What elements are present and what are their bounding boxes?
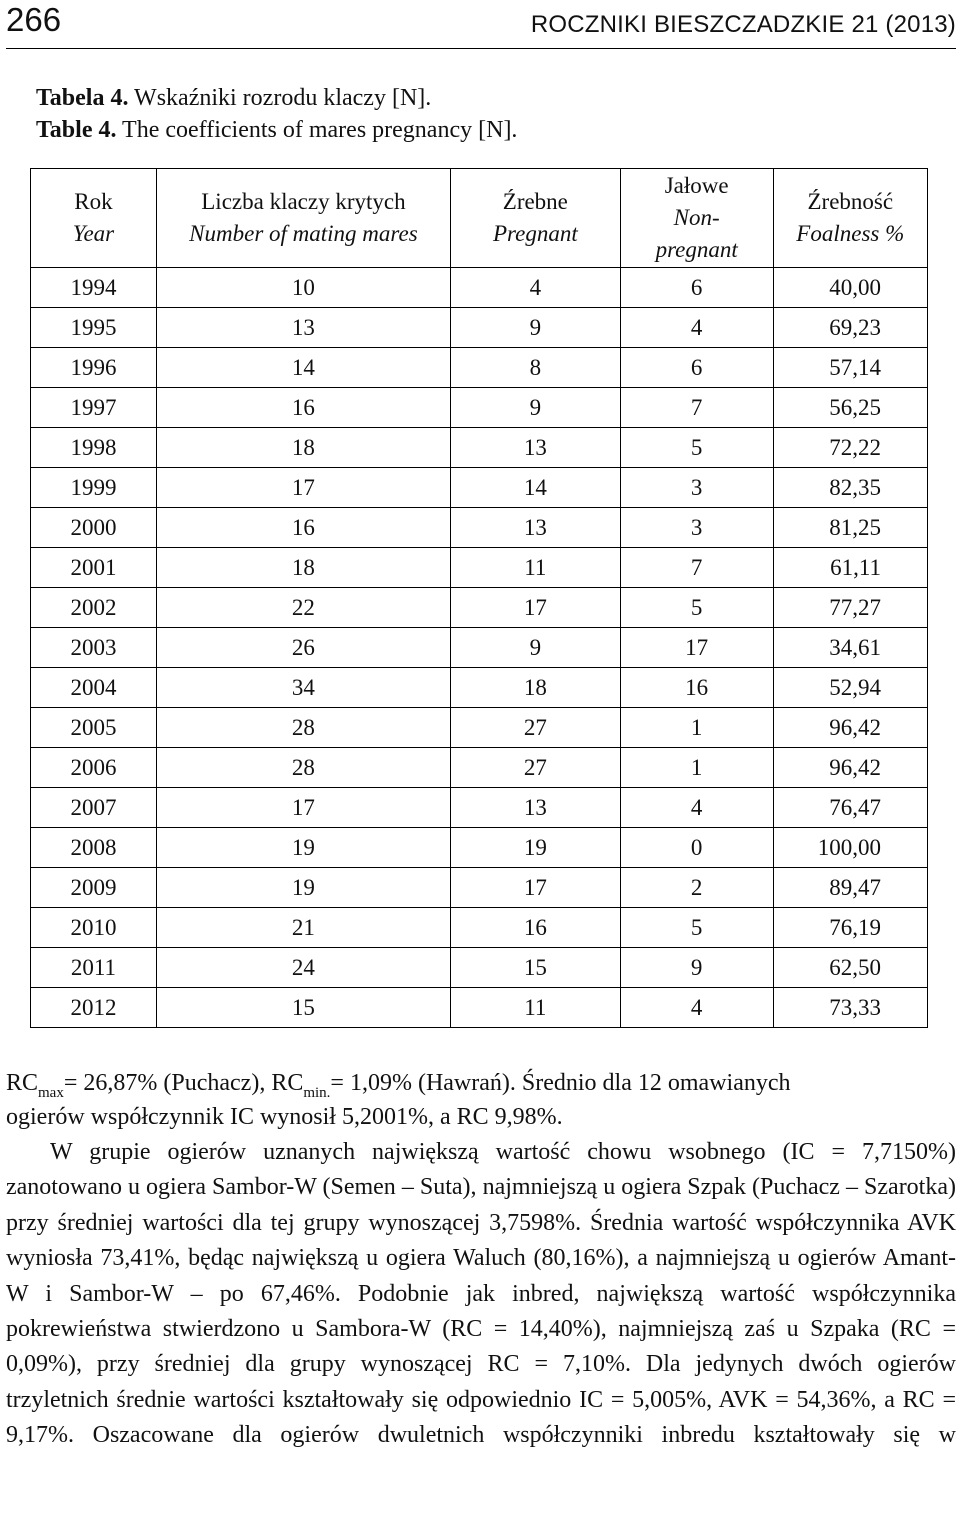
cell-non-pregnant: 1 xyxy=(620,748,773,788)
cell-year: 2001 xyxy=(31,548,157,588)
cell-foalness: 40,00 xyxy=(773,268,927,308)
cell-pregnant: 9 xyxy=(450,628,620,668)
cell-year: 1999 xyxy=(31,468,157,508)
table-row xyxy=(31,308,928,348)
cell-mating-mares: 17 xyxy=(156,468,450,508)
caption-pl-label: Tabela 4. xyxy=(36,85,129,111)
table-body xyxy=(31,268,928,1028)
cell-year: 2007 xyxy=(31,788,157,828)
cell-foalness: 61,11 xyxy=(773,548,927,588)
cell-mating-mares: 28 xyxy=(156,748,450,788)
table-row xyxy=(31,828,928,868)
cell-non-pregnant: 3 xyxy=(620,508,773,548)
cell-non-pregnant: 7 xyxy=(620,548,773,588)
cell-year: 2008 xyxy=(31,828,157,868)
page-number: 266 xyxy=(6,1,62,38)
cell-pregnant: 27 xyxy=(450,708,620,748)
table-row xyxy=(31,748,928,788)
body-paragraph xyxy=(6,1135,956,1454)
cell-year: 2003 xyxy=(31,628,157,668)
cell-pregnant: 14 xyxy=(450,468,620,508)
caption-pl xyxy=(36,82,517,114)
cell-foalness: 82,35 xyxy=(773,468,927,508)
table-row xyxy=(31,988,928,1028)
cell-non-pregnant: 3 xyxy=(620,468,773,508)
cell-year: 2002 xyxy=(31,588,157,628)
table-caption xyxy=(36,82,517,146)
cell-pregnant: 17 xyxy=(450,868,620,908)
cell-year: 1994 xyxy=(31,268,157,308)
cell-pregnant: 9 xyxy=(450,388,620,428)
col-header-foalness-pl: Źrebność xyxy=(807,189,894,214)
col-header-pregnant-pl: Źrebne xyxy=(502,189,568,214)
cell-non-pregnant: 1 xyxy=(620,708,773,748)
cell-pregnant: 11 xyxy=(450,988,620,1028)
cell-pregnant: 13 xyxy=(450,788,620,828)
caption-en-label: Table 4. xyxy=(36,117,117,143)
cell-foalness: 76,47 xyxy=(773,788,927,828)
cell-non-pregnant: 5 xyxy=(620,588,773,628)
col-header-year xyxy=(31,169,157,268)
table-row xyxy=(31,948,928,988)
cell-year: 2012 xyxy=(31,988,157,1028)
cell-year: 1997 xyxy=(31,388,157,428)
col-header-foalness xyxy=(773,169,927,268)
cell-foalness: 56,25 xyxy=(773,388,927,428)
cell-mating-mares: 16 xyxy=(156,508,450,548)
col-header-pregnant xyxy=(450,169,620,268)
cell-foalness: 62,50 xyxy=(773,948,927,988)
rc-min-value-text: = 1,09% (Hawrań). Średnio dla 12 omawianych xyxy=(330,1070,791,1096)
table-row xyxy=(31,348,928,388)
cell-pregnant: 4 xyxy=(450,268,620,308)
cell-non-pregnant: 16 xyxy=(620,668,773,708)
cell-pregnant: 18 xyxy=(450,668,620,708)
cell-mating-mares: 10 xyxy=(156,268,450,308)
cell-foalness: 77,27 xyxy=(773,588,927,628)
cell-mating-mares: 15 xyxy=(156,988,450,1028)
cell-non-pregnant: 4 xyxy=(620,788,773,828)
cell-foalness: 52,94 xyxy=(773,668,927,708)
col-header-non-pregnant-en: Non-pregnant xyxy=(655,205,738,262)
table-header-row xyxy=(31,169,928,268)
col-header-foalness-en: Foalness % xyxy=(796,221,905,246)
col-header-pregnant-en: Pregnant xyxy=(492,221,578,246)
cell-year: 1996 xyxy=(31,348,157,388)
cell-pregnant: 15 xyxy=(450,948,620,988)
table-row xyxy=(31,868,928,908)
rc-summary-line-2: ogierów współczynnik IC wynosił 5,2001%, a RC 9,98%. xyxy=(6,1104,563,1130)
cell-year: 2010 xyxy=(31,908,157,948)
cell-mating-mares: 13 xyxy=(156,308,450,348)
cell-mating-mares: 17 xyxy=(156,788,450,828)
table-row xyxy=(31,468,928,508)
cell-mating-mares: 19 xyxy=(156,868,450,908)
cell-foalness: 96,42 xyxy=(773,708,927,748)
table-row xyxy=(31,588,928,628)
cell-pregnant: 9 xyxy=(450,308,620,348)
cell-pregnant: 8 xyxy=(450,348,620,388)
page-header xyxy=(6,0,956,49)
cell-year: 2000 xyxy=(31,508,157,548)
col-header-mating-mares-pl: Liczba klaczy krytych xyxy=(201,189,406,214)
cell-non-pregnant: 4 xyxy=(620,308,773,348)
cell-mating-mares: 14 xyxy=(156,348,450,388)
caption-en xyxy=(36,114,517,146)
table-row xyxy=(31,268,928,308)
cell-mating-mares: 24 xyxy=(156,948,450,988)
table-row xyxy=(31,708,928,748)
cell-year: 1995 xyxy=(31,308,157,348)
journal-title: ROCZNIKI BIESZCZADZKIE 21 (2013) xyxy=(530,11,956,38)
cell-foalness: 96,42 xyxy=(773,748,927,788)
caption-en-text: The coefficients of mares pregnancy [N]. xyxy=(116,117,518,143)
cell-non-pregnant: 2 xyxy=(620,868,773,908)
cell-foalness: 73,33 xyxy=(773,988,927,1028)
col-header-mating-mares xyxy=(156,169,450,268)
cell-pregnant: 27 xyxy=(450,748,620,788)
cell-foalness: 72,22 xyxy=(773,428,927,468)
table-row xyxy=(31,508,928,548)
table-row xyxy=(31,668,928,708)
cell-foalness: 89,47 xyxy=(773,868,927,908)
cell-year: 1998 xyxy=(31,428,157,468)
cell-mating-mares: 18 xyxy=(156,428,450,468)
cell-pregnant: 11 xyxy=(450,548,620,588)
table-row xyxy=(31,548,928,588)
col-header-year-en: Year xyxy=(72,221,115,246)
cell-pregnant: 13 xyxy=(450,508,620,548)
cell-year: 2009 xyxy=(31,868,157,908)
cell-non-pregnant: 5 xyxy=(620,908,773,948)
col-header-year-pl: Rok xyxy=(74,189,113,214)
cell-non-pregnant: 9 xyxy=(620,948,773,988)
cell-pregnant: 17 xyxy=(450,588,620,628)
cell-year: 2004 xyxy=(31,668,157,708)
cell-mating-mares: 19 xyxy=(156,828,450,868)
cell-year: 2011 xyxy=(31,948,157,988)
cell-mating-mares: 34 xyxy=(156,668,450,708)
table-row xyxy=(31,628,928,668)
rc-max-label: RC xyxy=(6,1070,39,1096)
cell-mating-mares: 22 xyxy=(156,588,450,628)
col-header-non-pregnant-pl: Jałowe xyxy=(664,173,729,198)
cell-foalness: 34,61 xyxy=(773,628,927,668)
cell-non-pregnant: 4 xyxy=(620,988,773,1028)
cell-pregnant: 13 xyxy=(450,428,620,468)
cell-year: 2006 xyxy=(31,748,157,788)
cell-pregnant: 16 xyxy=(450,908,620,948)
cell-non-pregnant: 5 xyxy=(620,428,773,468)
col-header-non-pregnant xyxy=(620,169,773,268)
rc-max-subscript: max xyxy=(38,1085,64,1101)
cell-mating-mares: 16 xyxy=(156,388,450,428)
table-row xyxy=(31,908,928,948)
caption-pl-text: Wskaźniki rozrodu klaczy [N]. xyxy=(128,85,432,111)
cell-non-pregnant: 0 xyxy=(620,828,773,868)
cell-non-pregnant: 7 xyxy=(620,388,773,428)
cell-mating-mares: 28 xyxy=(156,708,450,748)
cell-foalness: 57,14 xyxy=(773,348,927,388)
rc-min-subscript: min. xyxy=(303,1085,331,1101)
body-paragraph-text: W grupie ogierów uznanych największą wartość chowu wsobnego (IC = 7,7150%) zanotowano u ogiera Sambor-W (Semen – Suta), najmniejszą u ogiera Szpak (Puchacz – Szarotka) przy średniej wartości dla tej grupy wynoszącej 3,7598%. Średnia wartość współczynnika AVK wyniosła 73,41%, będąc największą u ogiera Waluch (80,16%), a najmniejszą u ogierów Amant-W i Sambor-W – po 67,46%. Podobnie jak inbred, największą wartość współczynnika pokrewieństwa stwierdzono u Sambora-W (RC = 14,40%), najmniejszą zaś u Szpaka (RC = 0,09%), przy średniej dla grupy wynoszącej RC = 7,10%. Dla jedynych dwóch ogierów trzyletnich średnie wartości kształtowały się odpowiednio IC = 5,005%, AVK = 54,36%, a RC = 9,17%. Oszacowane dla ogierów dwuletnich współczynniki inbredu kształtowały się w xyxy=(6,1139,956,1449)
rc-max-value-text: = 26,87% (Puchacz), RC xyxy=(63,1070,304,1096)
cell-mating-mares: 26 xyxy=(156,628,450,668)
cell-pregnant: 19 xyxy=(450,828,620,868)
cell-mating-mares: 21 xyxy=(156,908,450,948)
cell-non-pregnant: 6 xyxy=(620,348,773,388)
cell-non-pregnant: 17 xyxy=(620,628,773,668)
cell-year: 2005 xyxy=(31,708,157,748)
table-row xyxy=(31,388,928,428)
table-row xyxy=(31,428,928,468)
cell-foalness: 100,00 xyxy=(773,828,927,868)
cell-foalness: 76,19 xyxy=(773,908,927,948)
col-header-mating-mares-en: Number of mating mares xyxy=(189,221,418,246)
cell-foalness: 81,25 xyxy=(773,508,927,548)
cell-foalness: 69,23 xyxy=(773,308,927,348)
table-row xyxy=(31,788,928,828)
mares-pregnancy-table xyxy=(30,168,928,1028)
cell-mating-mares: 18 xyxy=(156,548,450,588)
cell-non-pregnant: 6 xyxy=(620,268,773,308)
